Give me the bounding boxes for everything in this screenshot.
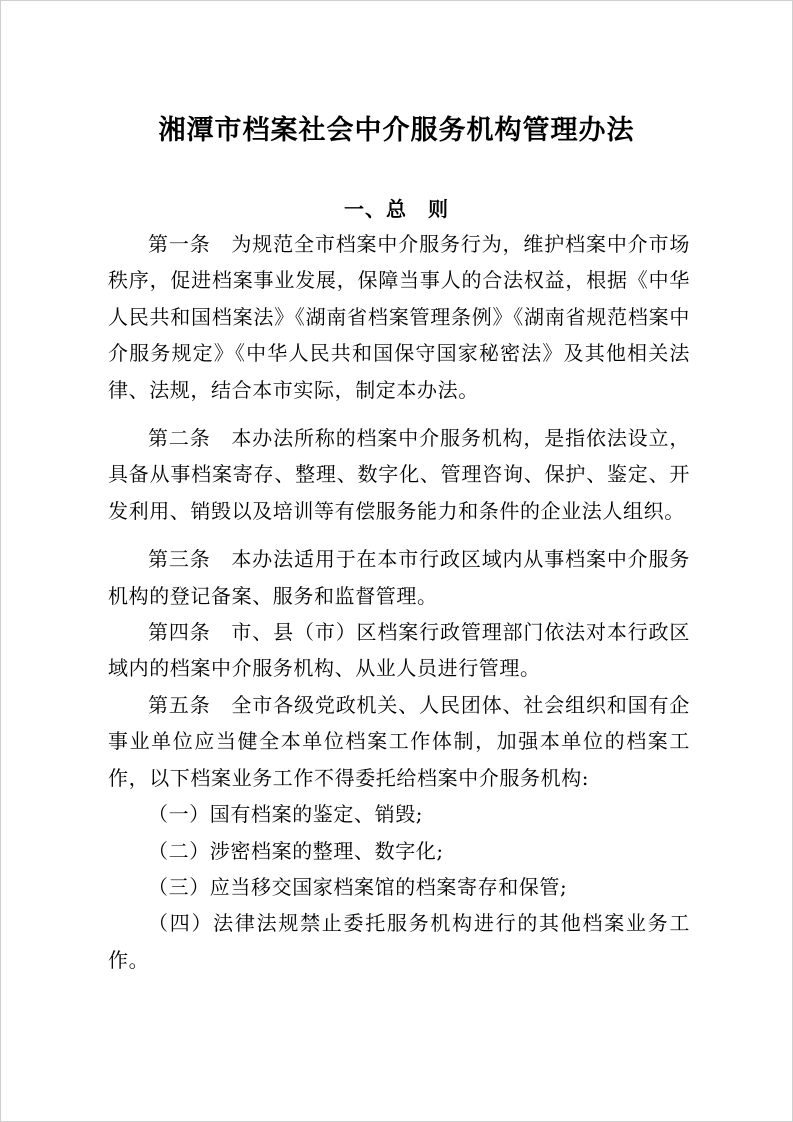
article-5-item-2: （二）涉密档案的整理、数字化; xyxy=(148,838,444,863)
article-1: 第一条 为规范全市档案中介服务行为，维护档案中介市场秩序，促进档案事业发展，保障当事人的合法权益，根据《中华人民共和国档案法》《湖南省档案管理条例》《湖南省规范档案中介服务规定》《中华人民共和国保守国家秘密法》及其他相关法律、法规，结合本市实际，制定本办法。 xyxy=(108,232,690,402)
document-title: 湘潭市档案社会中介服务机构管理办法 xyxy=(158,115,635,146)
article-5-item-1: （一）国有档案的鉴定、销毁; xyxy=(148,802,424,827)
article-3: 第三条 本办法适用于在本市行政区域内从事档案中介服务机构的登记备案、服务和监督管理。 xyxy=(108,547,690,608)
article-5-item-3: （三）应当移交国家档案馆的档案寄存和保管; xyxy=(148,874,568,899)
article-4: 第四条 市、县（市）区档案行政管理部门依法对本行政区域内的档案中介服务机构、从业人员进行管理。 xyxy=(108,620,690,681)
article-2: 第二条 本办法所称的档案中介服务机构，是指依法设立，具备从事档案寄存、整理、数字化、管理咨询、保护、鉴定、开发利用、销毁以及培训等有偿服务能力和条件的企业法人组织。 xyxy=(108,426,690,523)
article-5: 第五条 全市各级党政机关、人民团体、社会组织和国有企事业单位应当健全本单位档案工作体制，加强本单位的档案工作，以下档案业务工作不得委托给档案中介服务机构: xyxy=(108,692,690,790)
document-body xyxy=(108,226,690,978)
article-5-item-4: （四）法律法规禁止委托服务机构进行的其他档案业务工作。 xyxy=(108,911,690,972)
section-heading: 一、总 则 xyxy=(344,197,449,221)
